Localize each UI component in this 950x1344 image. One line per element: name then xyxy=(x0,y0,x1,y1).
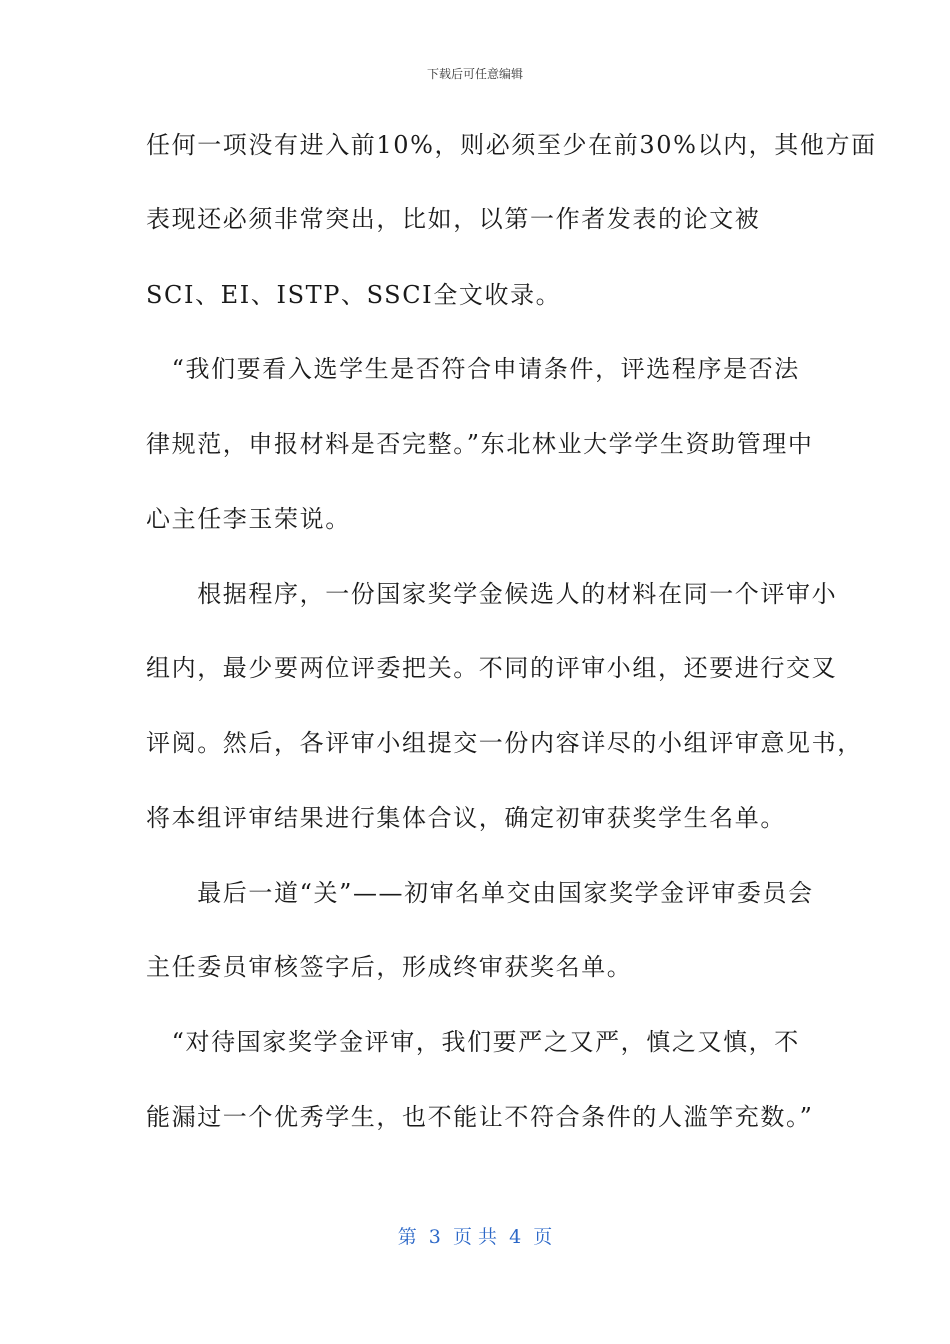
body-line-11: 最后一道“关”——初审名单交由国家奖学金评审委员会 xyxy=(146,879,814,907)
body-line-5: 律规范，申报材料是否完整。”东北林业大学学生资助管理中 xyxy=(146,430,814,458)
body-line-6: 心主任李玉荣说。 xyxy=(146,505,351,533)
page-number-footer: 第 3 页 共 4 页 xyxy=(397,1226,553,1248)
page-header: 下载后可任意编辑 xyxy=(426,67,523,81)
body-line-13: “对待国家奖学金评审，我们要严之又严，慎之又慎，不 xyxy=(146,1028,800,1056)
body-line-3: SCI、EI、ISTP、SSCI全文收录。 xyxy=(146,281,562,309)
body-line-14: 能漏过一个优秀学生，也不能让不符合条件的人滥竽充数。” xyxy=(146,1103,814,1131)
body-line-7: 根据程序，一份国家奖学金候选人的材料在同一个评审小 xyxy=(146,580,838,608)
body-line-4: “我们要看入选学生是否符合申请条件，评选程序是否法 xyxy=(146,355,800,383)
body-line-12: 主任委员审核签字后，形成终审获奖名单。 xyxy=(146,953,633,981)
body-line-10: 将本组评审结果进行集体合议，确定初审获奖学生名单。 xyxy=(146,804,786,832)
body-line-9: 评阅。然后，各评审小组提交一份内容详尽的小组评审意见书， xyxy=(146,729,863,757)
body-line-2: 表现还必须非常突出，比如，以第一作者发表的论文被 xyxy=(146,205,761,233)
body-line-1: 任何一项没有进入前10%，则必须至少在前30%以内，其他方面 xyxy=(146,131,877,159)
body-line-8: 组内，最少要两位评委把关。不同的评审小组，还要进行交叉 xyxy=(146,654,838,682)
